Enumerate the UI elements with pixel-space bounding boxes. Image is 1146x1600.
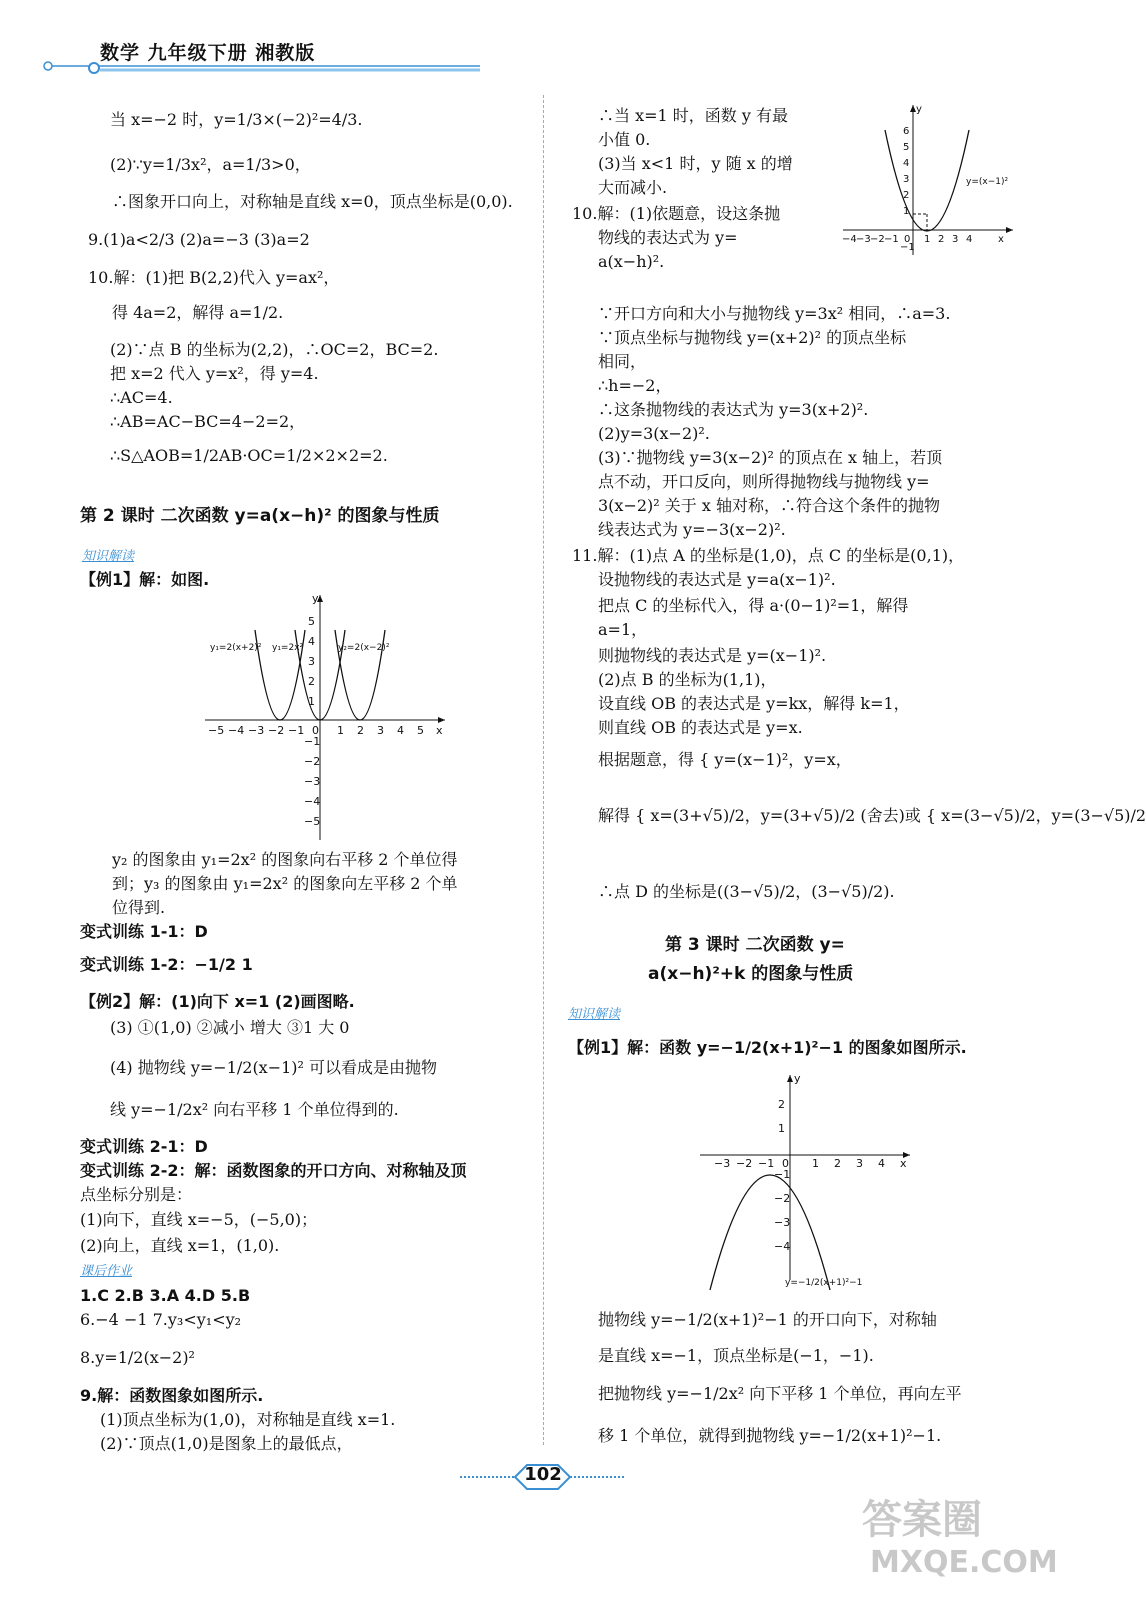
graph-vertex-shift	[838, 100, 1018, 260]
tick: y	[794, 1072, 801, 1085]
tick: 3	[952, 234, 959, 245]
curve-label: y₂=2(x−2)²	[338, 643, 390, 653]
curve-label: y=(x−1)²	[966, 177, 1009, 187]
text-line: 线 y=−1/2x² 向右平移 1 个单位得到的.	[110, 1100, 399, 1119]
tick: 3	[903, 174, 910, 185]
tick: −1	[884, 234, 899, 245]
tick: 3	[377, 724, 384, 737]
tick: 2	[308, 675, 315, 688]
tick: −3	[304, 775, 321, 788]
tick: 4	[308, 635, 315, 648]
tick: 1	[903, 206, 910, 217]
graph-downward-parabola	[690, 1070, 920, 1295]
text-line: ∴这条抛物线的表达式为 y=3(x+2)².	[598, 400, 869, 419]
tick: y	[312, 592, 319, 605]
tick: −3	[856, 234, 871, 245]
tick: 3	[856, 1157, 863, 1170]
tick: 1	[812, 1157, 819, 1170]
tick: −4	[304, 795, 321, 808]
answer-line: 6.−4 −1 7.y₃<y₁<y₂	[80, 1310, 242, 1329]
page-number: 102	[524, 1464, 562, 1485]
text-line: ∴当 x=1 时，函数 y 有最	[598, 106, 788, 125]
text-line: a(x−h)².	[598, 252, 665, 271]
variant-answer: 变式训练 2-1：D	[80, 1137, 208, 1156]
section-title-lesson3: 第 3 课时 二次函数 y=	[665, 935, 845, 955]
tick: 2	[778, 1098, 785, 1111]
variant-answer: 变式训练 1-1：D	[80, 922, 208, 941]
text-line: 当 x=−2 时，y=1/3×(−2)²=4/3.	[110, 110, 363, 129]
tick: 1	[337, 724, 344, 737]
text-line: (2)y=3(x−2)².	[598, 424, 710, 443]
text-line: 点坐标分别是：	[80, 1185, 193, 1204]
tick: −2	[774, 1192, 791, 1205]
text-line: (2)∵y=1/3x²，a=1/3>0，	[110, 155, 311, 174]
tick: 5	[903, 142, 910, 153]
tick: −1	[774, 1168, 791, 1181]
tick: 4	[966, 234, 973, 245]
section-title-lesson3-cont: a(x−h)²+k 的图象与性质	[648, 964, 854, 984]
homework-tag: 课后作业	[80, 1264, 133, 1279]
text-line: (3) ①(1,0) ②减小 增大 ③1 大 0	[110, 1018, 350, 1037]
answer-line: 8.y=1/2(x−2)²	[80, 1348, 195, 1367]
header-decoration	[40, 58, 490, 78]
tick: −4	[228, 724, 245, 737]
text-line: (2)向上，直线 x=1，(1,0).	[80, 1236, 280, 1255]
text-line: (2)∵点 B 的坐标为(2,2)，∴OC=2，BC=2.	[110, 340, 439, 359]
text-line: 小值 0.	[598, 130, 651, 149]
tick: 1	[778, 1122, 785, 1135]
text-line: (3)当 x<1 时，y 随 x 的增	[598, 154, 793, 173]
text-line: 抛物线 y=−1/2(x+1)²−1 的开口向下，对称轴	[598, 1310, 937, 1329]
tick: 2	[834, 1157, 841, 1170]
tick: 0	[904, 234, 911, 245]
text-line: 物线的表达式为 y=	[598, 228, 738, 247]
tick: −1	[900, 242, 915, 253]
text-line: 11.解：(1)点 A 的坐标是(1,0)，点 C 的坐标是(0,1)，	[572, 546, 965, 565]
text-line: 相同，	[598, 352, 647, 371]
text-line: 到；y₃ 的图象由 y₁=2x² 的图象向左平移 2 个单	[112, 874, 458, 893]
tick: −2	[268, 724, 285, 737]
text-line: 把抛物线 y=−1/2x² 向下平移 1 个单位，再向左平	[598, 1384, 962, 1403]
variant-answer: 变式训练 1-2：−1/2 1	[80, 955, 253, 974]
section-tag: 知识解读	[568, 1007, 621, 1022]
tick: 4	[397, 724, 404, 737]
tick: −3	[714, 1157, 731, 1170]
text-line: 3(x−2)² 关于 x 轴对称，∴符合这个条件的抛物	[598, 496, 940, 515]
text-line: 位得到.	[112, 898, 166, 917]
text-line: ∴S△AOB=1/2AB·OC=1/2×2×2=2.	[110, 446, 388, 465]
tick: −4	[842, 234, 857, 245]
variant-answer: 变式训练 2-2：解：函数图象的开口方向、对称轴及顶	[80, 1161, 467, 1180]
watermark-logo: 答案圈	[862, 1497, 982, 1543]
tick: −2	[736, 1157, 753, 1170]
answer-line: 9.解：函数图象如图所示.	[80, 1386, 264, 1405]
tick: −1	[288, 724, 305, 737]
tick: −1	[758, 1157, 775, 1170]
tick: 0	[312, 724, 319, 737]
header-title: 数学 九年级下册 湘教版	[100, 42, 316, 64]
answer-line: 1.C 2.B 3.A 4.D 5.B	[80, 1286, 251, 1305]
tick: 5	[308, 615, 315, 628]
tick: −1	[304, 735, 321, 748]
tick: 4	[878, 1157, 885, 1170]
text-line: ∴AC=4.	[110, 388, 173, 407]
text-line: 把点 C 的坐标代入，得 a·(0−1)²=1，解得	[598, 596, 909, 615]
text-line: 是直线 x=−1，顶点坐标是(−1，−1).	[598, 1346, 874, 1365]
text-line: 点不动，开口反向，则所得抛物线与抛物线 y=	[598, 472, 930, 491]
tick: 2	[357, 724, 364, 737]
example-line: 【例1】解：如图.	[80, 570, 210, 589]
text-line: 10.解：(1)把 B(2,2)代入 y=ax²，	[88, 268, 340, 287]
tick: 3	[308, 655, 315, 668]
text-line: (2)点 B 的坐标为(1,1)，	[598, 670, 777, 689]
tick: −2	[304, 755, 321, 768]
text-line: ∴h=−2，	[598, 376, 672, 395]
example-line: 【例2】解：(1)向下 x=1 (2)画图略.	[80, 992, 355, 1011]
example-line: 【例1】解：函数 y=−1/2(x+1)²−1 的图象如图所示.	[568, 1038, 967, 1057]
text-line: 大而减小.	[598, 178, 668, 197]
text-line: y₂ 的图象由 y₁=2x² 的图象向右平移 2 个单位得	[112, 850, 458, 869]
section-tag: 知识解读	[82, 549, 135, 564]
text-line: 则抛物线的表达式是 y=(x−1)².	[598, 646, 827, 665]
text-line: ∴AB=AC−BC=4−2=2，	[110, 412, 306, 431]
text-line: 设直线 OB 的表达式是 y=kx，解得 k=1，	[598, 694, 910, 713]
curve-label: y=−1/2(x+1)²−1	[785, 1278, 863, 1288]
text-line: (4) 抛物线 y=−1/2(x−1)² 可以看成是由抛物	[110, 1058, 438, 1077]
text-line: 把 x=2 代入 y=x²，得 y=4.	[110, 364, 319, 383]
curve-label: y₁=2(x+2)²	[210, 643, 262, 653]
text-line: 得 4a=2，解得 a=1/2.	[112, 303, 284, 322]
text-line: 设抛物线的表达式是 y=a(x−1)².	[598, 570, 836, 589]
tick: −3	[774, 1216, 791, 1229]
text-line: 9.(1)a<2/3 (2)a=−3 (3)a=2	[88, 230, 310, 249]
text-line: ∴点 D 的坐标是((3−√5)/2，(3−√5)/2).	[598, 882, 895, 901]
tick: x	[900, 1157, 907, 1170]
tick: x	[998, 234, 1004, 245]
text-line: 则直线 OB 的表达式是 y=x.	[598, 718, 803, 737]
tick: 4	[903, 158, 910, 169]
tick: y	[916, 104, 922, 115]
answer-line: (1)顶点坐标为(1,0)，对称轴是直线 x=1.	[100, 1410, 396, 1429]
curve-label: y₁=2x²	[272, 643, 304, 653]
tick: −5	[208, 724, 225, 737]
graph-translations	[200, 590, 450, 845]
tick: 2	[938, 234, 945, 245]
text-line: (3)∵抛物线 y=3(x−2)² 的顶点在 x 轴上，若顶	[598, 448, 943, 467]
tick: 0	[782, 1157, 789, 1170]
tick: −5	[304, 815, 321, 828]
text-line: 移 1 个单位，就得到抛物线 y=−1/2(x+1)²−1.	[598, 1426, 942, 1445]
tick: −2	[870, 234, 885, 245]
text-line: 线表达式为 y=−3(x−2)².	[598, 520, 786, 539]
tick: 1	[924, 234, 931, 245]
text-line: a=1，	[598, 620, 648, 639]
answer-line: (2)∵顶点(1,0)是图象上的最低点，	[100, 1434, 353, 1453]
tick: 1	[308, 695, 315, 708]
text-line: 10.解：(1)依题意，设这条抛	[572, 204, 781, 223]
text-line: 根据题意，得 { y=(x−1)²，y=x，	[598, 750, 852, 769]
text-line: ∵顶点坐标与抛物线 y=(x+2)² 的顶点坐标	[598, 328, 907, 347]
tick: 6	[903, 126, 910, 137]
text-line: ∴图象开口向上，对称轴是直线 x=0，顶点坐标是(0,0).	[112, 192, 513, 211]
column-divider	[543, 95, 544, 1445]
text-line: ∵开口方向和大小与抛物线 y=3x² 相同，∴a=3.	[598, 304, 951, 323]
tick: −4	[774, 1240, 791, 1253]
text-line: (1)向下，直线 x=−5，(−5,0)；	[80, 1210, 318, 1229]
watermark-url: MXQE.COM	[870, 1545, 1058, 1580]
tick: x	[436, 724, 443, 737]
text-line: 解得 { x=(3+√5)/2，y=(3+√5)/2 (舍去)或 { x=(3−√5)/2，y=(3−√5)/2	[598, 806, 1146, 825]
tick: 5	[417, 724, 424, 737]
section-title-lesson2: 第 2 课时 二次函数 y=a(x−h)² 的图象与性质	[80, 506, 440, 526]
tick: −3	[248, 724, 265, 737]
tick: 2	[903, 190, 910, 201]
